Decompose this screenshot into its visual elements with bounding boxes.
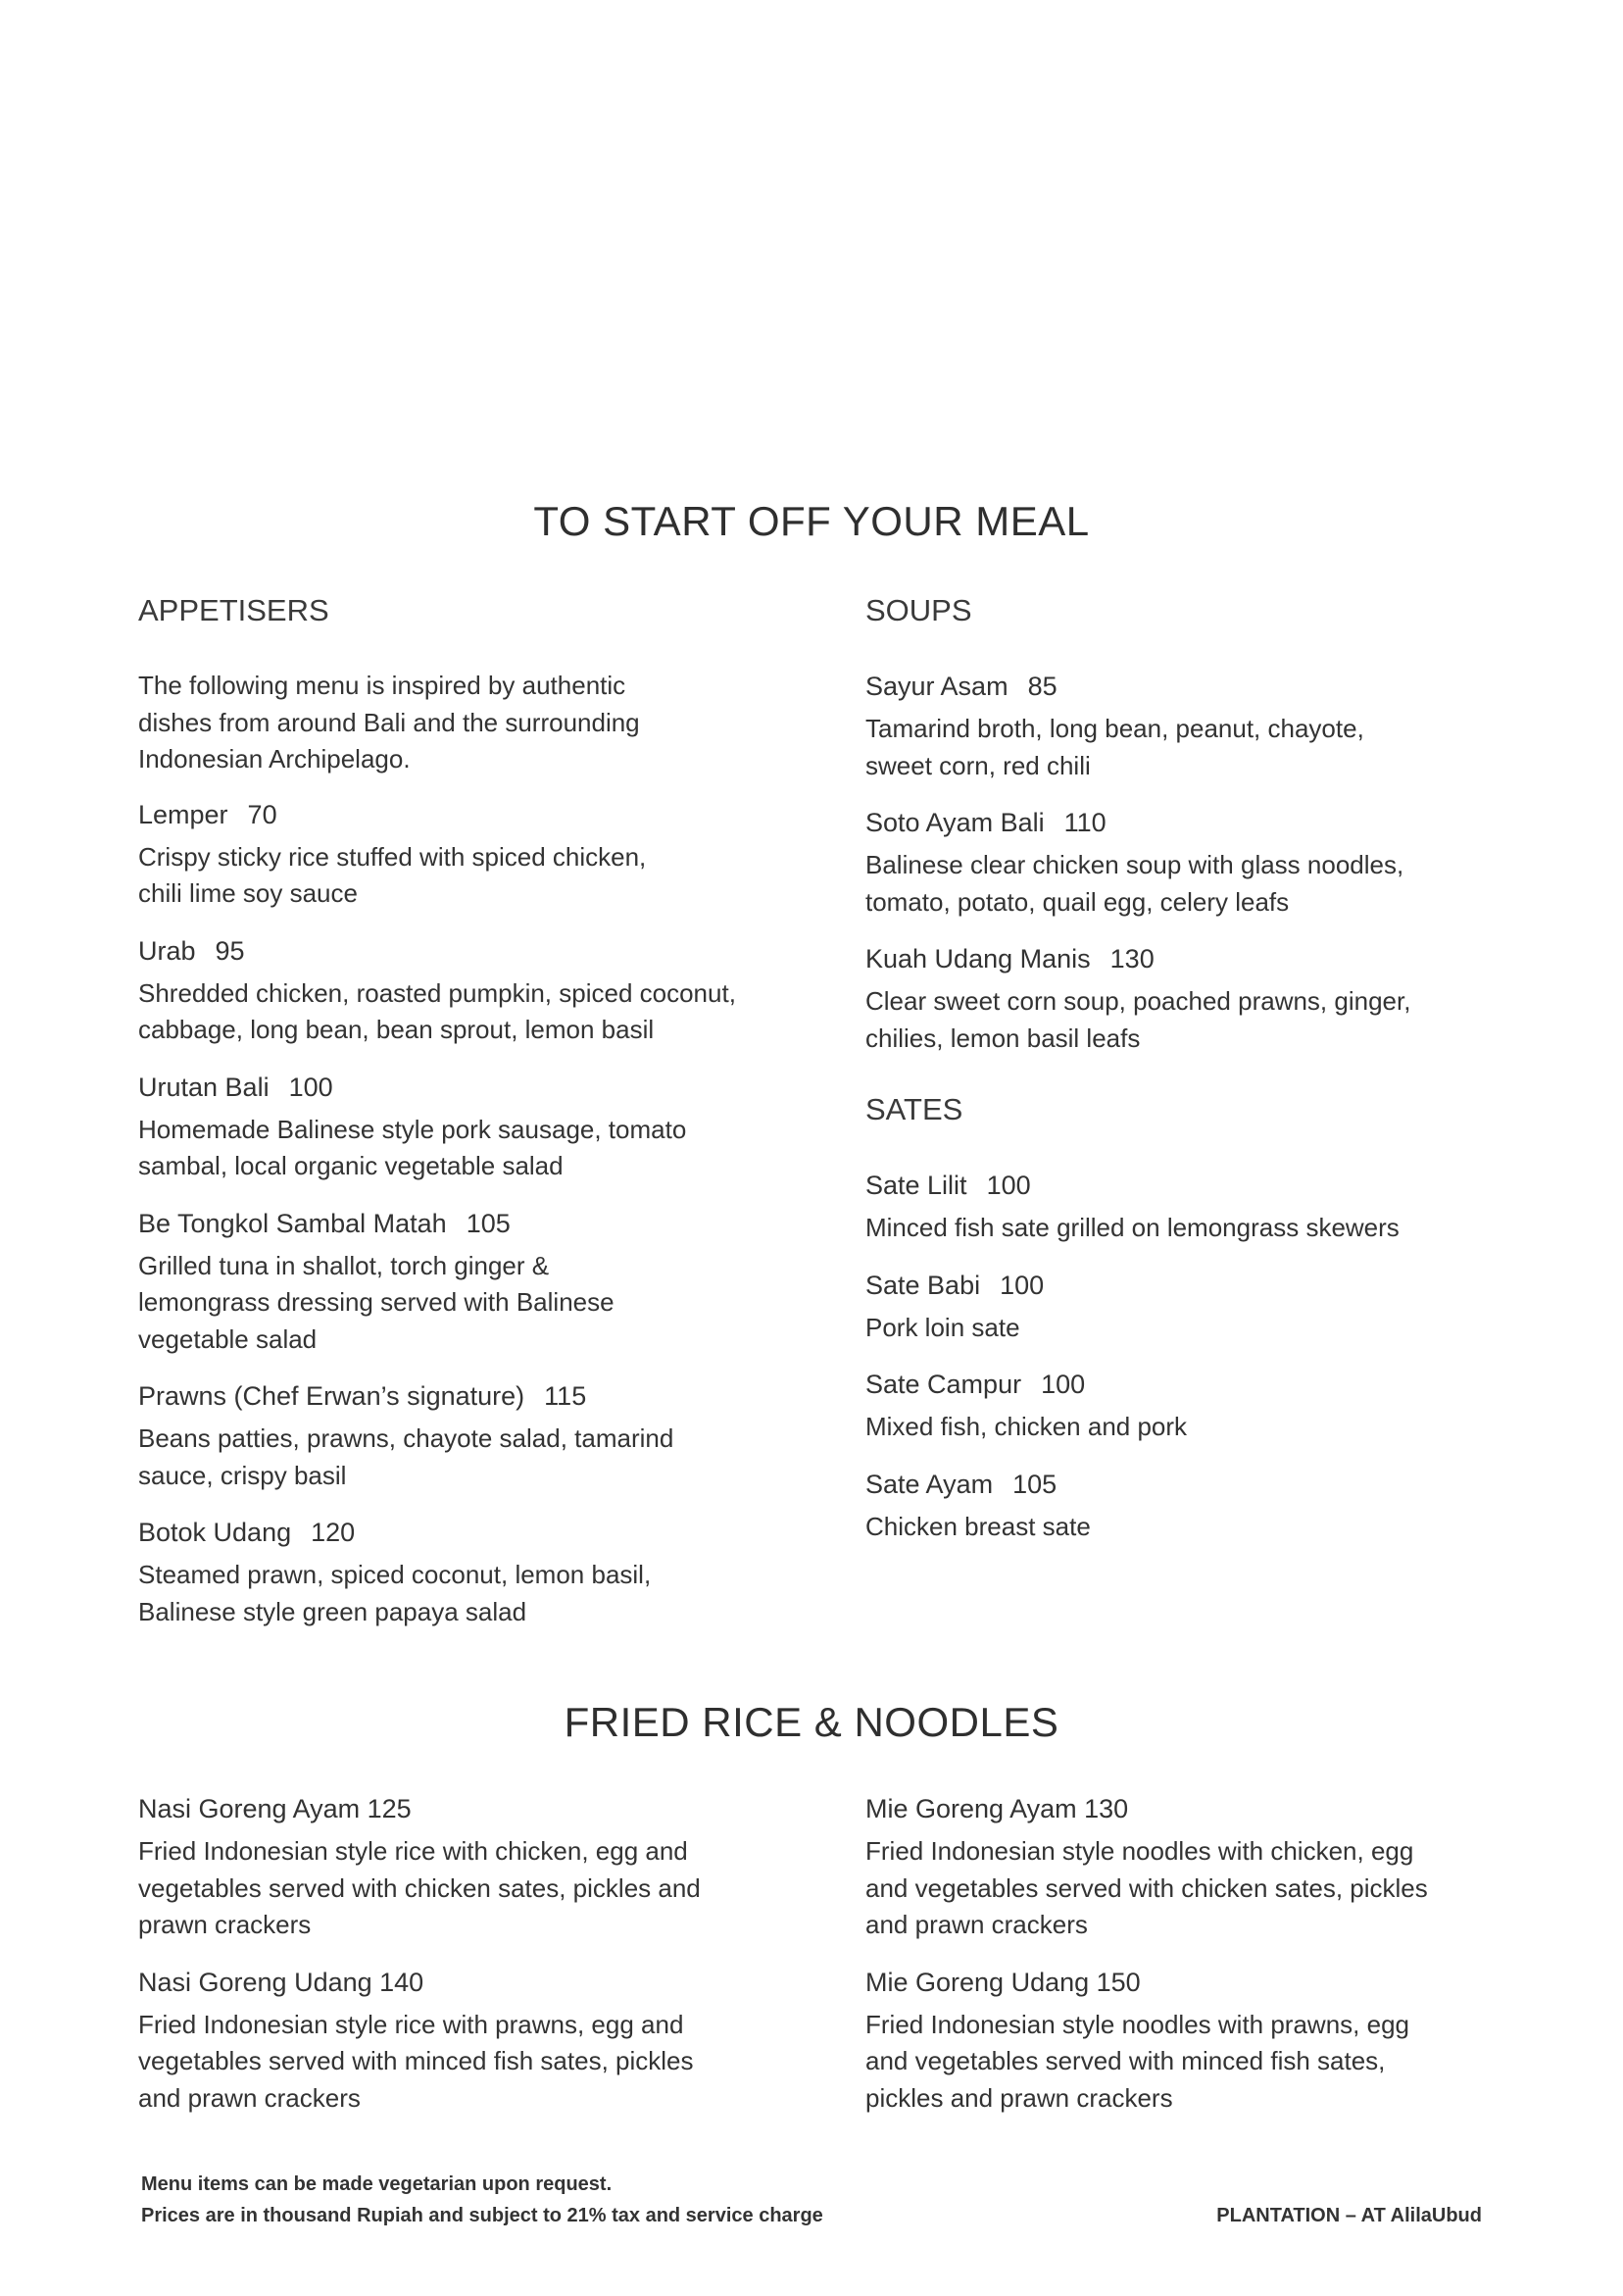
footer-brand: PLANTATION – AT AlilaUbud [1216,2205,1482,2226]
item-description: chilies, lemon basil leafs [865,1023,1141,1053]
item-name: Prawns (Chef Erwan’s signature) 115 [138,1381,587,1411]
intro-line: dishes from around Bali and the surrounding [138,707,640,737]
item-description: Balinese clear chicken soup with glass noodles, [865,850,1404,879]
item-description: Beans patties, prawns, chayote salad, tamarind [138,1423,674,1453]
sates-heading: SATES [865,1092,963,1126]
item-price: 130 [1109,944,1155,973]
item-name: Soto Ayam Bali 110 [865,808,1107,837]
appetisers-heading: APPETISERS [138,593,329,627]
item-description: Shredded chicken, roasted pumpkin, spiced coconut, [138,977,736,1008]
item-name: Sate Babi 100 [865,1270,1045,1300]
item-name: Mie Goreng Ayam 130 [865,1794,1129,1823]
footer-notes [141,2169,823,2231]
item-name: Sayur Asam 85 [865,672,1057,701]
menu-item [138,1966,785,2118]
item-price: 120 [311,1518,356,1547]
menu-item [138,934,785,1049]
item-description: and prawn crackers [865,1910,1088,1939]
item-description: Tamarind broth, long bean, peanut, chayote, [865,714,1364,743]
item-description: Fried Indonesian style rice with prawns, egg and [138,2009,684,2039]
item-description: Fried Indonesian style rice with chicken, egg and [138,1836,688,1866]
item-description: Clear sweet corn soup, poached prawns, ginger, [865,986,1411,1016]
item-description: Pork loin sate [865,1312,1020,1342]
menu-item [138,1516,785,1630]
item-description: chili lime soy sauce [138,878,358,908]
soups-sates-column [865,593,1512,1545]
item-description: vegetable salad [138,1323,318,1354]
item-description: vegetables served with minced fish sates, pickles [138,2046,694,2075]
item-price: 105 [466,1208,511,1238]
item-name: Urab 95 [138,935,245,966]
appetisers-intro [138,668,785,778]
menu-item [138,798,785,913]
menu-item [865,1368,1512,1446]
item-description: Minced fish sate grilled on lemongrass skewers [865,1213,1400,1242]
item-description: Homemade Balinese style pork sausage, tomato [138,1114,687,1144]
menu-item [138,1792,785,1944]
menu-item [865,670,1512,784]
footer-price-note: Prices are in thousand Rupiah and subject to 21% tax and service charge [141,2205,823,2226]
item-description: prawn crackers [138,1910,312,1939]
item-description: and vegetables served with chicken sates, pickles [865,1872,1428,1903]
item-description: and vegetables served with minced fish sates, [865,2046,1386,2075]
intro-line: The following menu is inspired by authentic [138,671,626,700]
menu-item [865,1169,1512,1247]
menu-item [865,806,1512,921]
item-description: Grilled tuna in shallot, torch ginger & [138,1250,550,1280]
item-description: vegetables served with chicken sates, pickles and [138,1872,701,1903]
item-name: Urutan Bali 100 [138,1072,333,1102]
item-description: and prawn crackers [138,2082,361,2113]
item-description: tomato, potato, quail egg, celery leafs [865,886,1290,917]
menu-item [865,1269,1512,1347]
item-price: 110 [1063,808,1107,837]
item-description: Chicken breast sate [865,1511,1091,1541]
item-description: sambal, local organic vegetable salad [138,1151,564,1180]
item-price: 105 [1012,1469,1057,1499]
menu-item [138,1207,785,1359]
noodles-column [865,1792,1512,2117]
footer-vegetarian-note: Menu items can be made vegetarian upon request. [141,2173,613,2195]
item-description: cabbage, long bean, bean sprout, lemon basil [138,1015,655,1044]
menu-item [138,1379,785,1494]
item-price: 100 [288,1072,333,1102]
menu-item [865,942,1512,1057]
item-price: 95 [215,935,245,966]
section-title-start: TO START OFF YOUR MEAL [533,498,1090,544]
item-description: Balinese style green papaya salad [138,1596,527,1626]
item-price: 100 [1041,1370,1086,1399]
soups-heading: SOUPS [865,593,972,627]
fried-rice-column [138,1792,785,2117]
menu-item [865,1468,1512,1546]
item-description: lemongrass dressing served with Balinese [138,1287,615,1317]
item-name: Nasi Goreng Udang 140 [138,1967,424,1997]
item-name: Sate Lilit 100 [865,1171,1031,1200]
item-description: Steamed prawn, spiced coconut, lemon basil, [138,1560,652,1589]
item-name: Sate Campur 100 [865,1370,1086,1399]
item-name: Nasi Goreng Ayam 125 [138,1794,412,1823]
item-name: Kuah Udang Manis 130 [865,944,1155,973]
menu-item [865,1966,1512,2118]
item-description: sweet corn, red chili [865,750,1091,780]
item-description: Fried Indonesian style noodles with prawns, egg [865,2009,1409,2039]
item-description: pickles and prawn crackers [865,2082,1173,2113]
item-description: Mixed fish, chicken and pork [865,1412,1188,1441]
item-name: Be Tongkol Sambal Matah 105 [138,1208,511,1238]
item-name: Botok Udang 120 [138,1518,356,1547]
menu-item [865,1792,1512,1944]
item-description: Fried Indonesian style noodles with chicken, egg [865,1836,1414,1866]
item-price: 100 [986,1171,1031,1200]
intro-line: Indonesian Archipelago. [138,744,411,774]
section-title-noodles: FRIED RICE & NOODLES [564,1699,1059,1745]
item-name: Sate Ayam 105 [865,1469,1057,1499]
item-name: Mie Goreng Udang 150 [865,1967,1141,1997]
item-price: 70 [247,799,277,829]
item-price: 115 [544,1381,587,1411]
item-name: Lemper 70 [138,799,277,829]
menu-item [138,1071,785,1185]
item-description: Crispy sticky rice stuffed with spiced chicken, [138,841,647,872]
item-description: sauce, crispy basil [138,1460,347,1490]
item-price: 100 [1000,1270,1045,1300]
item-price: 85 [1027,672,1057,701]
appetisers-column [138,593,785,1630]
